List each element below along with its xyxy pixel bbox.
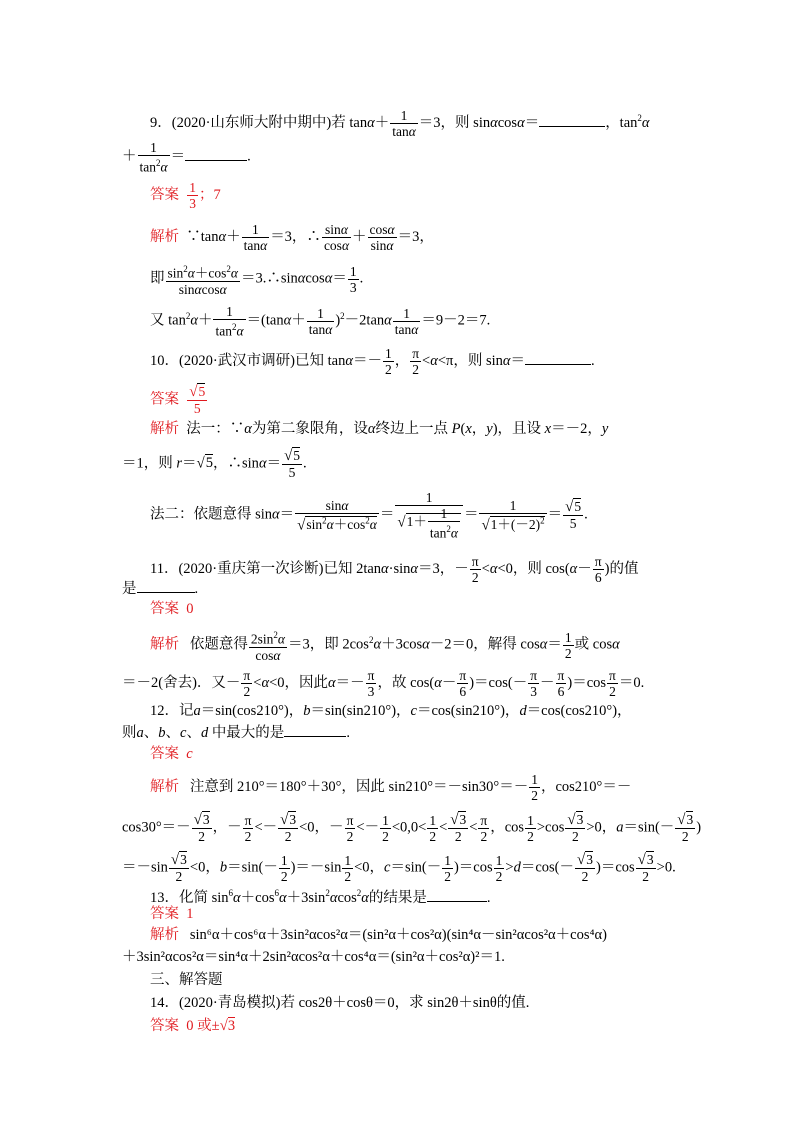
q9-solution-line2: 即 $\frac{\sin^2\alpha+\cos^2\alpha}{\sin\alpha\cos\alpha}$ ＝3.∴sinαcosα＝ $\frac{1}{3}$ .: [150, 263, 364, 297]
q13-solution-line2: ＋3sin²αcos²α＝sin⁴α＋2sin²αcos²α＋cos⁴α＝(sin²α＋cos²α)²＝1.: [122, 949, 505, 965]
q12-line1: 12．记a＝sin(cos210°)，b＝sin(sin210°)，c＝cos(sin210°)，d＝cos(cos210°)，: [150, 703, 632, 719]
section-heading: 三、解答题: [150, 972, 223, 988]
q12-solution-line2: cos30°＝－ $\frac{√3}{2}$ ，－ $\frac{\pi}{2}$ <－ $\frac{√3}{2}$ <0，－ $\frac{\pi}{2}$ <－ $\frac{1}{2}$ <0,0< $\frac{1}{2}$ < $\frac{√3}{2}$ < $\frac{\pi}{2}$ ，cos $\frac{1}{2}$ >cos $\frac{√3}{2}$ >0，a＝sin(－ $\frac{√3}{2}$ ): [122, 812, 702, 844]
q12-line2: 则a、b、c、d 中最大的是 .: [122, 725, 350, 741]
q9-line2: ＋ $\frac{1}{\tan^2\alpha}$ ＝ .: [122, 140, 251, 175]
q10-answer: 答案 $\frac{√5}{5}$: [150, 384, 206, 416]
q12-answer: 答案 c: [150, 746, 193, 762]
q12-solution-line1: 解析 注意到 210°＝180°＋30°，因此 sin210°＝－sin30°＝－ $\frac{1}{2}$ ，cos210°＝－: [150, 772, 632, 803]
q9-answer: 答案 $\frac{1}{3}$ ；7: [150, 180, 221, 211]
q11-answer: 答案 0: [150, 601, 194, 617]
q11-line2: 是 .: [122, 581, 199, 597]
q10-line1: 10．(2020·武汉市调研)已知 tanα＝－ $\frac{1}{2}$ ， $\frac{\pi}{2}$ <α<π，则 sinα＝ .: [150, 346, 595, 377]
q10-solution-line3: 法二：依题意得 sinα＝ $\frac{\sin\alpha}{√\sin^2\alpha+\cos^2\alpha}$ ＝ 1 √1＋ $\frac{1}{\tan^2\alpha}$ ＝ $\frac{1}{√1+(-2)^2}$ ＝ $\frac{√5}{5}$ .: [150, 490, 588, 541]
q11-solution-line2: ＝－2(舍去)．又－ $\frac{\pi}{2}$ <α<0，因此α＝－ $\frac{\pi}{3}$ ，故 cos(α－ $\frac{\pi}{6}$ )＝cos(－ $\frac{\pi}{3}$ － $\frac{\pi}{6}$ )＝cos $\frac{\pi}{2}$ ＝0.: [122, 668, 645, 699]
q12-solution-line3: ＝－sin $\frac{√3}{2}$ <0，b＝sin(－ $\frac{1}{2}$ )＝－sin $\frac{1}{2}$ <0，c＝sin(－ $\frac{1}{2}$ )＝cos $\frac{1}{2}$ >d＝cos(－ $\frac{√3}{2}$ )＝cos $\frac{√3}{2}$ >0.: [122, 852, 676, 884]
q14-answer: 答案 0 或±√3: [150, 1018, 236, 1034]
q13-line1: 13．化简 $\sin^6\alpha+\cos^6\alpha+3\sin^2\alpha\cos^2\alpha$的结果是 .: [150, 888, 491, 906]
q11-line1: 11．(2020·重庆第一次诊断)已知 2tanα·sinα＝3，－ $\frac{\pi}{2}$ <α<0，则 cos(α－ $\frac{\pi}{6}$ )的值: [150, 554, 639, 585]
q10-solution-line1: 解析 法一：∵α为第二象限角，设α终边上一点 P(x，y)，且设 x＝－2，y: [150, 421, 609, 437]
q9-solution-line1: 解析 ∵tanα＋ $\frac{1}{\tan\alpha}$ ＝3，∴ $\frac{\sin\alpha}{\cos\alpha}$ ＋ $\frac{\cos\alpha}{\sin\alpha}$ ＝3，: [150, 222, 434, 253]
q10-solution-line2: ＝1，则 r＝√5，∴sinα＝ $\frac{√5}{5}$ .: [122, 448, 307, 480]
q13-answer: 答案 1: [150, 906, 194, 922]
q11-solution-line1: 解析 依题意得 $\frac{2\sin^2\alpha}{\cos\alpha}$ ＝3，即 $2\cos^2\alpha+3\cos\alpha-2=0$，解得 cosα＝ $\frac{1}{2}$ 或 cosα: [150, 629, 620, 663]
q14-line1: 14．(2020·青岛模拟)若 cos2θ＋cosθ＝0，求 sin2θ＋sinθ的值.: [150, 995, 530, 1011]
q9-solution-line3: 又 $\tan^2\alpha+$ $\frac{1}{\tan^2\alpha}$ ＝(tanα＋ $\frac{1}{\tan\alpha}$ )$^2$－2tanα $\frac{1}{\tan\alpha}$ ＝9－2＝7.: [150, 304, 491, 339]
q9-line1: 9．(2020·山东师大附中期中)若 tanα＋ $\frac{1}{\tan\alpha}$ ＝3，则 sinαcosα＝ ，$\tan^2\alpha$: [150, 108, 650, 139]
q13-solution-line1: 解析 sin⁶α＋cos⁶α＋3sin²αcos²α＝(sin²α＋cos²α)(sin⁴α－sin²αcos²α＋cos⁴α): [150, 927, 607, 943]
